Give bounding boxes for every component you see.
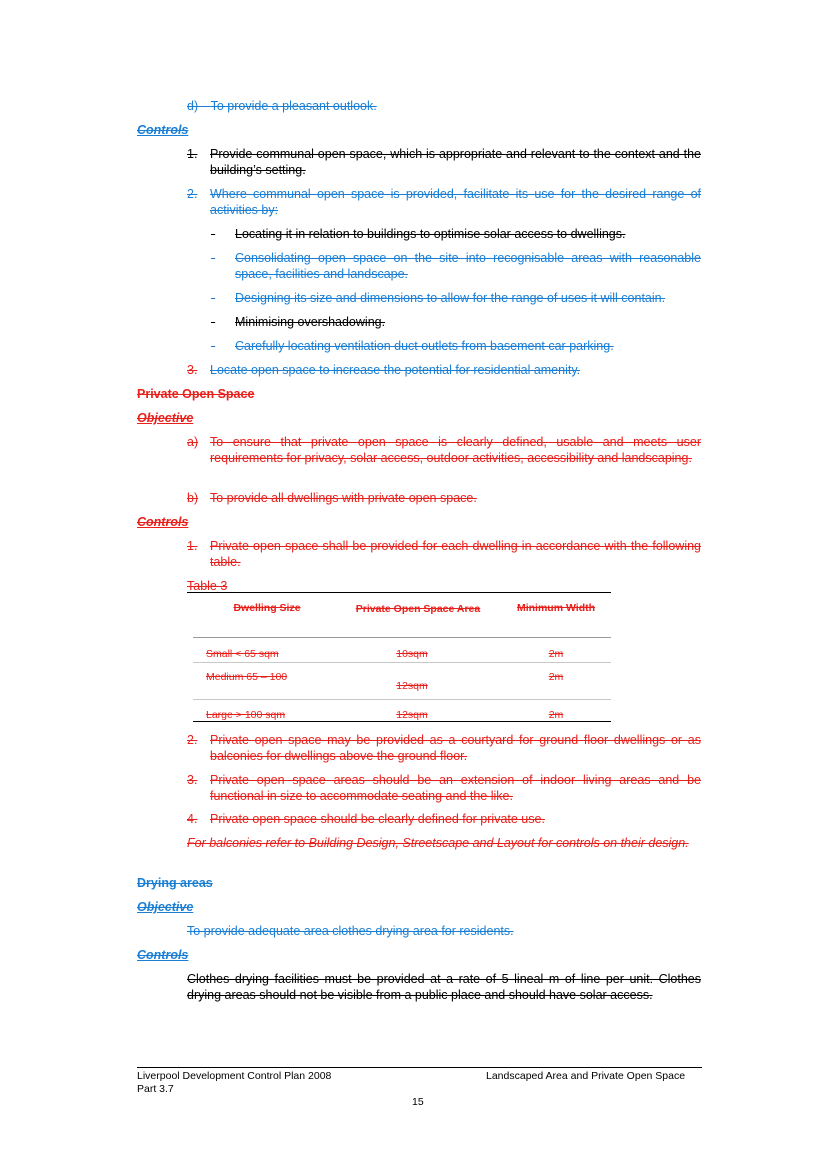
section-heading-private-open-space: Private Open Space	[137, 387, 255, 401]
table-header-minimum-width: Minimum Width	[516, 602, 596, 614]
bullet-dash: -	[211, 251, 216, 265]
list-number: 1.	[187, 147, 198, 161]
footer-section-title: Landscaped Area and Private Open Space	[486, 1070, 686, 1082]
list-letter: a)	[187, 435, 199, 449]
page-number: 15	[412, 1096, 424, 1108]
footer-document-title: Liverpool Development Control Plan 2008	[137, 1070, 332, 1082]
private-objective-b	[187, 490, 701, 506]
table-cell: 12sqm	[396, 709, 428, 721]
table-cell: Large > 100 sqm	[206, 709, 286, 721]
table-bottom-rule	[193, 721, 611, 722]
objective-heading-private: Objective	[137, 411, 194, 425]
list-text: Provide communal open space, which is appropriate and relevant to the context and the building’s setting.	[210, 147, 701, 177]
table-cell: Small < 65 sqm	[206, 648, 279, 660]
table-header-dwelling-size: Dwelling Size	[233, 602, 301, 614]
bullet-item	[211, 290, 701, 306]
list-number: 1.	[187, 539, 198, 553]
table-header-private-open-space: Private Open Space Area	[355, 603, 481, 615]
section-heading-drying-areas: Drying areas	[137, 876, 213, 890]
objective-item-d: d) To provide a pleasant outlook.	[187, 99, 377, 113]
list-text: Private open space shall be provided for each dwelling in accordance with the following table.	[210, 539, 701, 569]
drying-objective-text: To provide adequate area clothes drying area for residents.	[187, 924, 514, 938]
bullet-item	[211, 226, 701, 242]
table-top-rule	[187, 592, 611, 593]
bullet-text: Minimising overshadowing.	[235, 315, 386, 329]
table-header-rule	[193, 637, 611, 638]
bullet-item	[211, 250, 701, 282]
list-text: Private open space areas should be an extension of indoor living areas and be functional in size to accommodate seating and the like.	[210, 773, 701, 803]
communal-control-1	[187, 146, 701, 178]
bullet-text: Consolidating open space on the site into recognisable areas with reasonable space, facilities and landscape.	[235, 251, 701, 281]
table-cell: 2m	[548, 648, 564, 660]
table-row-rule	[193, 662, 611, 663]
table-cell: Medium 65 – 100	[206, 671, 288, 683]
communal-control-2	[187, 186, 701, 218]
bullet-dash: -	[211, 291, 216, 305]
bullet-item	[211, 338, 701, 354]
table-cell: 10sqm	[396, 648, 428, 660]
table-row-rule	[193, 699, 611, 700]
controls-heading-private: Controls	[137, 515, 189, 529]
controls-heading-drying: Controls	[137, 948, 189, 962]
bullet-text: Carefully locating ventilation duct outlets from basement car parking.	[235, 339, 614, 353]
list-text: To ensure that private open space is clearly defined, usable and meets user requirements for privacy, solar access, outdoor activities, accessibility and landscaping.	[210, 435, 701, 465]
list-number: 4.	[187, 812, 198, 826]
list-letter: b)	[187, 491, 199, 505]
list-text: To provide all dwellings with private open space.	[210, 491, 477, 505]
bullet-item	[211, 314, 701, 330]
list-number: 3.	[187, 363, 198, 377]
list-text: Private open space should be clearly defined for private use.	[210, 812, 545, 826]
private-control-1	[187, 538, 701, 570]
objective-heading-drying: Objective	[137, 900, 194, 914]
list-number: 2.	[187, 733, 198, 747]
table-cell: 12sqm	[396, 680, 428, 692]
footer-part-number: Part 3.7	[137, 1083, 174, 1095]
list-number: 2.	[187, 187, 198, 201]
list-text: Where communal open space is provided, facilitate its use for the desired range of activities by:	[210, 187, 701, 217]
footer-rule	[137, 1067, 702, 1068]
private-control-3	[187, 772, 701, 804]
table-cell: 2m	[548, 709, 564, 721]
bullet-dash: -	[211, 315, 216, 329]
bullet-dash: -	[211, 227, 216, 241]
list-text: Locate open space to increase the potential for residential amenity.	[210, 363, 581, 377]
bullet-dash: -	[211, 339, 216, 353]
communal-control-3	[187, 362, 701, 378]
private-control-2	[187, 732, 701, 764]
table-caption: Table 3	[187, 579, 228, 593]
bullet-text: Locating it in relation to buildings to optimise solar access to dwellings.	[235, 227, 626, 241]
drying-controls-text: Clothes drying facilities must be provided at a rate of 5 lineal m of line per unit. Clothes drying areas should not be visible from a public place and should have solar access.	[187, 972, 701, 1002]
list-number: 3.	[187, 773, 198, 787]
bullet-text: Designing its size and dimensions to allow for the range of uses it will contain.	[235, 291, 666, 305]
private-control-4	[187, 811, 701, 827]
balconies-note: For balconies refer to Building Design, Streetscape and Layout for controls on their design.	[187, 836, 689, 850]
controls-heading-communal: Controls	[137, 123, 189, 137]
list-text: Private open space may be provided as a courtyard for ground floor dwellings or as balconies for dwellings above the ground floor.	[210, 733, 701, 763]
table-cell: 2m	[548, 671, 564, 683]
private-objective-a	[187, 434, 701, 466]
